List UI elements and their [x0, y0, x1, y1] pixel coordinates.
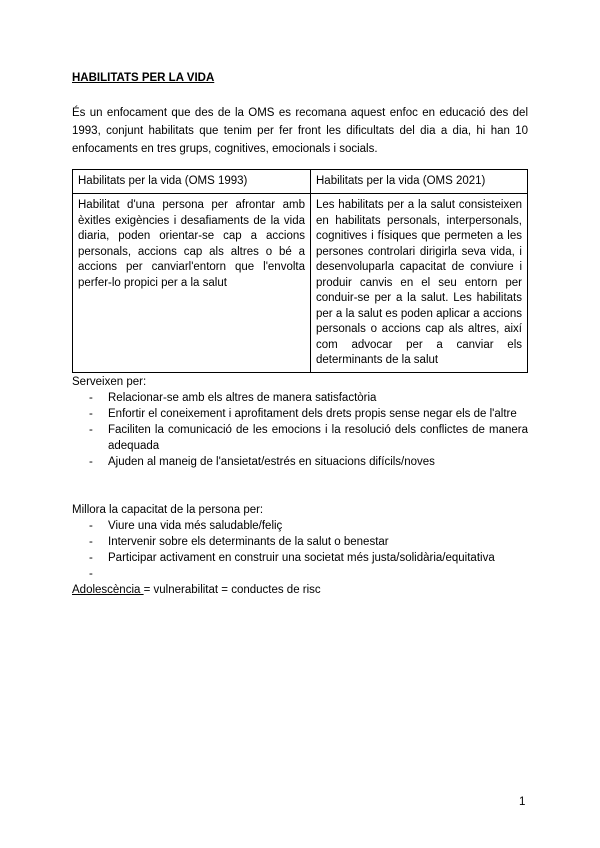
adolescencia-line — [72, 582, 321, 598]
list-item: - Relacionar-se amb els altres de manera satisfactòria — [89, 392, 377, 404]
dash-bullet: - — [89, 392, 93, 404]
serveixen-heading: Serveixen per: — [72, 376, 147, 388]
dash-bullet: - — [89, 408, 93, 420]
list-item: - Enfortir el coneixement i aprofitament dels drets propis sense negar els de l'altre — [89, 408, 517, 420]
serveixen-list — [72, 390, 528, 470]
table-header-cell-2021: Habilitats per la vida (OMS 2021) — [311, 170, 528, 194]
millora-heading: Millora la capacitat de la persona per: — [72, 504, 264, 516]
table-header-row — [73, 170, 528, 194]
table-cell-1993: Habilitat d'una persona per afrontar amb èxitles exigències i desafiaments de la vida diaria, poden orientar-se cap a accions personals, accions cap als altres o bé a accions per canviarl'entorn que l'envolta perfer-lo propici per a la salut — [73, 194, 311, 373]
dash-bullet: - — [89, 568, 93, 580]
intro-paragraph: És un enfocament que des de la OMS es recomana aquest enfoc en educació des del 1993, conjunt habilitats que tenim per fer front les dificultats del dia a dia, hi han 10 enfocaments en tres grups, cognitives, emocionals i socials. — [72, 107, 528, 155]
adolescencia-term: Adolescència — [72, 584, 144, 596]
list-item: - Intervenir sobre els determinants de la salut o benestar — [89, 536, 389, 548]
dash-bullet: - — [89, 520, 93, 532]
dash-bullet: - — [89, 552, 93, 564]
dash-bullet: - — [89, 424, 93, 436]
comparison-table — [72, 169, 528, 373]
dash-bullet: - — [89, 536, 93, 548]
dash-bullet: - — [89, 456, 93, 468]
adolescencia-rest: = vulnerabilitat = conductes de risc — [143, 584, 321, 596]
millora-list — [72, 518, 528, 580]
table-header-cell-1993: Habilitats per la vida (OMS 1993) — [73, 170, 311, 194]
list-item: - Ajuden al maneig de l'ansietat/estrés en situacions difícils/noves — [89, 456, 435, 468]
list-item: - Faciliten la comunicació de les emocions i la resolució dels conflictes de manera adequada — [89, 424, 528, 452]
table-cell-2021: Les habilitats per a la salut consisteixen en habilitats personals, interpersonals, cognitives i físiques que permeten a les persones controlari dirigirla seva vida, i desenvoluparla capacitat de conviure i produir canvis en el seu entorn per conduir-se per a la salut. Les habilitats per a la salut es poden aplicar a accions personals o accions cap als altres, així com advocar per a canviar els determinants de la salut — [311, 194, 528, 373]
list-item: - Viure una vida més saludable/feliç — [89, 520, 283, 532]
page-number: 1 — [519, 796, 526, 808]
page-title: HABILITATS PER LA VIDA — [72, 72, 215, 84]
table-row — [73, 194, 528, 373]
list-item: - Participar activament en construir una societat més justa/solidària/equitativa — [89, 552, 495, 564]
